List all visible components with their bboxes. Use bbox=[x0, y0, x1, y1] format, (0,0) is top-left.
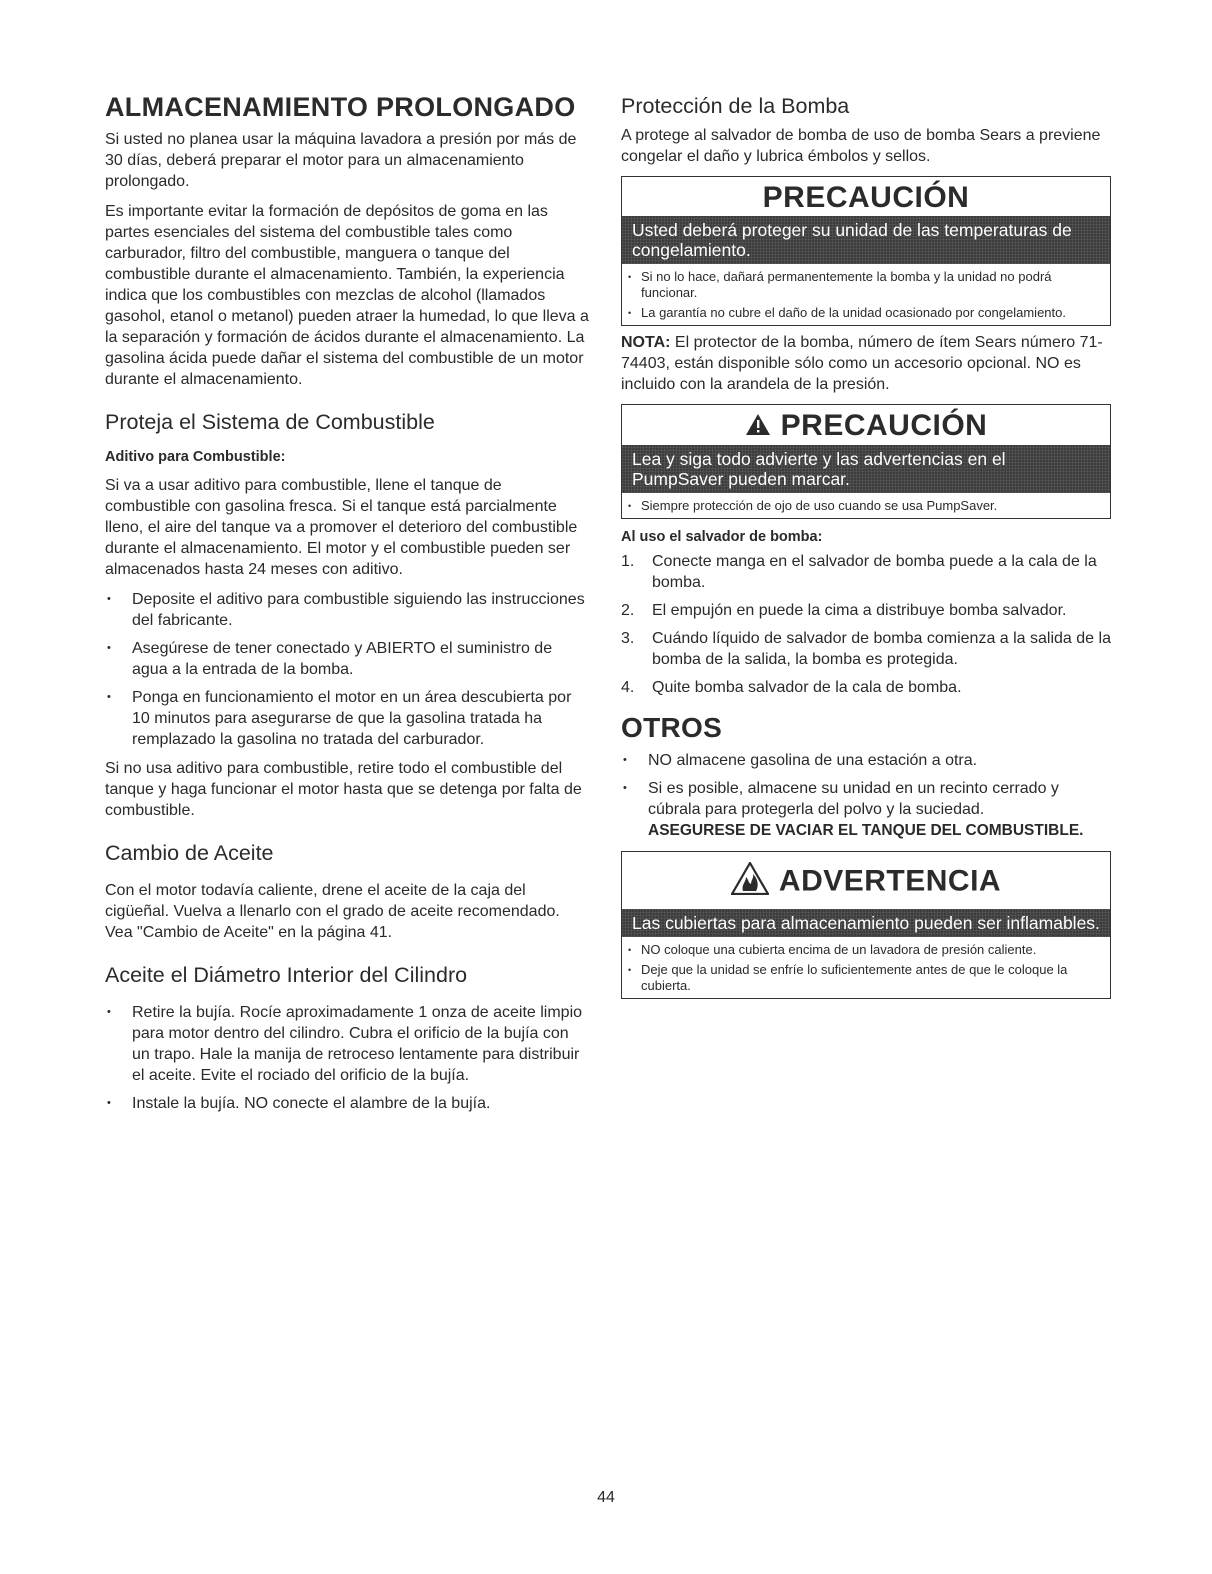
caution-title: PRECAUCIÓN bbox=[762, 181, 970, 214]
list-item: • Retire la bujía. Rocíe aproximadamente 1 onza de aceite limpio para motor dentro del cilindro. Cubra el orificio de la bujía con un trapo. Hale la manija de retroceso lentamente para distribuir el aceite. Evite el rociado del orificio de la bujía. bbox=[105, 1002, 590, 1086]
no-additive-paragraph: Si no usa aditivo para combustible, retire todo el combustible del tanque y haga funcionar el motor hasta que se detenga por falta de combustible. bbox=[105, 760, 582, 819]
otros-heading: OTROS bbox=[621, 712, 723, 744]
list-item: • Si no lo hace, dañará permanentemente la bomba y la unidad no podrá funcionar. bbox=[622, 269, 1110, 301]
fuel-system-heading: Proteja el Sistema de Combustible bbox=[105, 410, 435, 434]
caution-title: PRECAUCIÓN bbox=[780, 409, 988, 442]
pump-protection-paragraph: A protege al salvador de bomba de uso de bomba Sears a previene congelar el daño y lubrica émbolos y sellos. bbox=[621, 127, 1101, 165]
list-item: • Asegúrese de tener conectado y ABIERTO el suministro de agua a la entrada de la bomba. bbox=[105, 638, 590, 680]
list-item: • NO almacene gasolina de una estación a otra. bbox=[621, 750, 1111, 771]
list-item bbox=[621, 600, 1111, 621]
step-text: Conecte manga en el salvador de bomba puede a la cala de la bomba. bbox=[652, 553, 1097, 592]
step-text: El empujón en puede la cima a distribuye bomba salvador. bbox=[652, 602, 1067, 620]
additive-paragraph: Si va a usar aditivo para combustible, llene el tanque de combustible con gasolina fresca. Si el tanque está parcialmente lleno, el aire del tanque va a promover el deterioro del combustible durante el almacenamiento. El motor y el combustible pueden ser almacenados hasta 24 meses con aditivo. bbox=[105, 477, 578, 578]
right-column bbox=[621, 92, 1111, 1005]
pump-saver-usage-heading: Al uso el salvador de bomba: bbox=[621, 529, 823, 546]
caution-box-pumpsaver bbox=[621, 404, 1111, 519]
page-title: ALMACENAMIENTO PROLONGADO bbox=[105, 92, 576, 122]
step-number: 2. bbox=[621, 602, 635, 620]
warning-box-covers bbox=[621, 851, 1111, 999]
warning-title-row bbox=[622, 852, 1110, 909]
left-column bbox=[105, 92, 590, 1122]
step-text: Cuándo líquido de salvador de bomba comienza a la salida de la bomba de la salida, la bomba es protegida. bbox=[652, 630, 1111, 669]
list-item bbox=[621, 628, 1111, 670]
pump-protection-heading: Protección de la Bomba bbox=[621, 94, 850, 118]
additive-list bbox=[105, 589, 590, 750]
caution-band: Usted deberá proteger su unidad de las temperaturas de congelamiento. bbox=[622, 216, 1110, 264]
step-number: 3. bbox=[621, 630, 635, 648]
step-number: 1. bbox=[621, 553, 635, 571]
empty-tank-warning: ASEGURESE DE VACIAR EL TANQUE DEL COMBUSTIBLE. bbox=[648, 822, 1084, 840]
oil-change-heading: Cambio de Aceite bbox=[105, 841, 274, 865]
page-number: 44 bbox=[597, 1489, 615, 1506]
intro-paragraph-1: Si usted no planea usar la máquina lavadora a presión por más de 30 días, deberá preparar el motor para un almacenamiento prolongado. bbox=[105, 131, 577, 190]
additive-heading: Aditivo para Combustible: bbox=[105, 449, 286, 465]
warning-list bbox=[622, 942, 1110, 994]
list-item: • Ponga en funcionamiento el motor en un área descubierta por 10 minutos para asegurarse de que la gasolina tratada ha remplazado la gasolina no tratada del carburador. bbox=[105, 687, 590, 750]
caution-title-row bbox=[622, 405, 1110, 445]
caution-box-freezing bbox=[621, 176, 1111, 326]
list-item: • Deje que la unidad se enfríe lo suficientemente antes de que le coloque la cubierta. bbox=[622, 962, 1110, 994]
list-item bbox=[621, 778, 1111, 841]
cylinder-heading: Aceite el Diámetro Interior del Cilindro bbox=[105, 963, 468, 987]
list-item bbox=[621, 677, 1111, 698]
cylinder-list bbox=[105, 1002, 590, 1114]
step-number: 4. bbox=[621, 679, 635, 697]
note-label: NOTA: bbox=[621, 334, 671, 351]
warning-triangle-icon bbox=[745, 410, 771, 444]
warning-title: ADVERTENCIA bbox=[778, 864, 1002, 898]
list-item bbox=[621, 551, 1111, 593]
fire-hazard-icon bbox=[731, 862, 769, 903]
intro-paragraph-2: Es importante evitar la formación de depósitos de goma en las partes esenciales del sistema del combustible tales como carburador, filtro del combustible, manguera o tanque del combustible durante el almacenamiento. También, la experiencia indica que los combustibles con mezclas de alcohol (llamados gasohol, etanol o metanol) pueden atraer la humedad, lo que lleva a la separación y formación de ácidos durante el almacenamiento. La gasolina ácida puede dañar el sistema del combustible de un motor durante el almacenamiento. bbox=[105, 203, 589, 388]
list-item: • Siempre protección de ojo de uso cuando se usa PumpSaver. bbox=[622, 498, 1110, 514]
usage-steps bbox=[621, 551, 1111, 698]
warning-band: Las cubiertas para almacenamiento pueden ser inflamables. bbox=[622, 909, 1110, 937]
otros-text: Si es posible, almacene su unidad en un recinto cerrado y cúbrala para protegerla del polvo y la suciedad. bbox=[648, 780, 1059, 819]
list-item: • Deposite el aditivo para combustible siguiendo las instrucciones del fabricante. bbox=[105, 589, 590, 631]
caution-list bbox=[622, 269, 1110, 321]
caution-band: Lea y siga todo advierte y las advertencias en el PumpSaver pueden marcar. bbox=[622, 445, 1110, 493]
list-item: • Instale la bujía. NO conecte el alambre de la bujía. bbox=[105, 1093, 590, 1114]
note-paragraph bbox=[621, 332, 1111, 395]
step-text: Quite bomba salvador de la cala de bomba. bbox=[652, 679, 962, 697]
list-item: • NO coloque una cubierta encima de un lavadora de presión caliente. bbox=[622, 942, 1110, 958]
oil-change-paragraph: Con el motor todavía caliente, drene el aceite de la caja del cigüeñal. Vuelva a llenarlo con el grado de aceite recomendado. Vea "Cambio de Aceite" en la página 41. bbox=[105, 882, 560, 941]
otros-list bbox=[621, 750, 1111, 841]
caution-list bbox=[622, 498, 1110, 514]
note-text: El protector de la bomba, número de ítem Sears número 71-74403, están disponible sólo como un accesorio opcional. NO es incluido con la arandela de la presión. bbox=[621, 334, 1103, 393]
list-item: • La garantía no cubre el daño de la unidad ocasionado por congelamiento. bbox=[622, 305, 1110, 321]
